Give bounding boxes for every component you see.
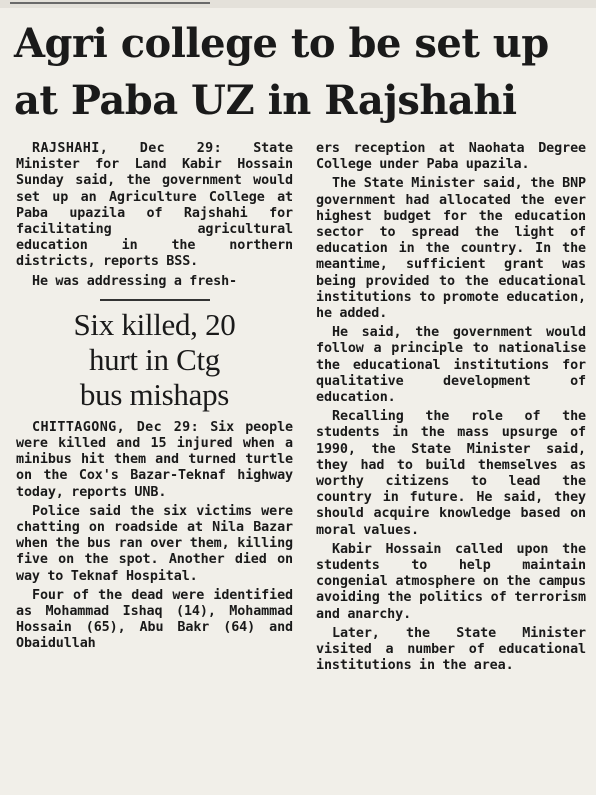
top-edge-strip <box>0 0 596 8</box>
story2-headline-line: hurt in Ctg <box>88 341 221 377</box>
story2-headline <box>16 307 293 412</box>
story2-paragraph-3: Four of the dead were identified as Mohammad Ishaq (14), Mohammad Hossain (65), Abu Bakr (64) and Obaidullah <box>16 587 293 652</box>
story1-paragraph-2: He was addressing a fresh- <box>32 273 238 289</box>
headline-line-1: Agri college to be set up <box>14 20 549 67</box>
story2-headline-line: bus mishaps <box>79 376 230 412</box>
story1-paragraph: Later, the State Minister visited a number of educational institutions in the area. <box>316 625 586 674</box>
section-divider <box>100 299 210 301</box>
story1-continuation-paragraph: ers reception at Naohata Degree College under Paba upazila. <box>316 141 586 173</box>
story1-paragraph: Recalling the role of the students in the mass upsurge of 1990, the State Minister said, they had to build themselves as worthy citizens to lead the country in future. He said, they should acquire knowledge based on moral values. <box>316 409 586 538</box>
story2-body <box>16 420 293 653</box>
story1-paragraph: He said, the government would follow a principle to nationalise the educational institutions for qualitative development of education. <box>316 325 586 406</box>
story1-paragraph: Kabir Hossain called upon the students to help maintain congenial atmosphere on the campus avoiding the politics of terrorism and anarchy. <box>316 541 586 622</box>
story1-paragraph-1 <box>16 141 293 271</box>
story1-paragraph-1-text: State Minister for Land Kabir Hossain Sunday said, the government would set up an Agriculture College at Paba upazila of Rajshahi for facilitating agricultural education in the northern districts, reports BSS. <box>16 141 293 270</box>
story2-headline-line: Six killed, 20 <box>73 306 236 342</box>
story2-paragraph-1-text: Six people were killed and 15 injured when a minibus hit them and turned turtle on the Cox's Bazar-Teknaf highway today, reports UNB. <box>16 419 293 500</box>
column-right <box>316 141 586 675</box>
story2-dateline: CHITTAGONG, Dec 29: <box>32 419 200 435</box>
story2-paragraph-1 <box>16 420 293 501</box>
story1-dateline: RAJSHAHI, Dec 29: <box>32 141 223 156</box>
headline-line-2: at Paba UZ in Rajshahi <box>14 77 517 124</box>
story2-paragraph-2: Police said the six victims were chatting on roadside at Nila Bazar when the bus ran over them, killing five on the spot. Another died on way to Teknaf Hospital. <box>16 503 293 584</box>
story1-paragraph: The State Minister said, the BNP government had allocated the ever highest budget for the education sector to spread the light of education in the country. In the meantime, sufficient grant was being provided to the educational institutions to promote education, he added. <box>316 176 586 322</box>
column-left <box>16 141 293 653</box>
